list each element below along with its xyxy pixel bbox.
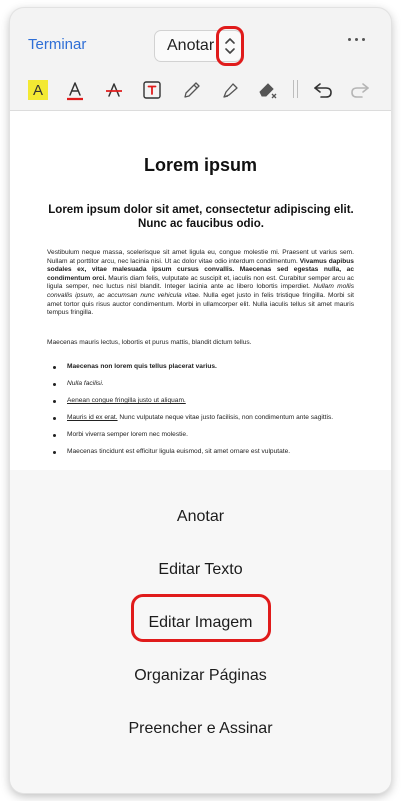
eraser-icon — [257, 79, 279, 101]
undo-button[interactable] — [311, 77, 335, 103]
annotation-toolbar — [10, 72, 391, 110]
redo-button[interactable] — [348, 77, 372, 103]
menu-item-organize-pages[interactable]: Organizar Páginas — [134, 667, 267, 684]
menu-item-annotate[interactable]: Anotar — [176, 508, 225, 525]
toolbar-divider — [293, 80, 294, 98]
highlight-tool[interactable] — [26, 77, 50, 103]
menu-item-edit-image[interactable]: Editar Imagem — [148, 614, 253, 631]
list-item: Morbi viverra semper lorem nec molestie. — [48, 431, 354, 440]
more-options-button[interactable] — [348, 38, 365, 41]
pencil-icon — [181, 79, 203, 101]
list-item: Nulla facilisi. — [48, 380, 354, 389]
app-window — [10, 8, 391, 793]
document-page[interactable] — [10, 110, 391, 470]
text-box-tool[interactable] — [140, 77, 164, 103]
mode-selector-label: Anotar — [167, 37, 215, 54]
list-item: Mauris id ex erat. Nunc vulputate neque vitae justo facilisis, non condimentum ante sagittis. — [48, 414, 354, 423]
top-bar — [10, 8, 391, 72]
document-title: Lorem ipsum — [143, 155, 258, 175]
more-dot-icon — [348, 38, 351, 41]
eraser-tool[interactable] — [256, 77, 280, 103]
list-item: Maecenas non lorem quis tellus placerat varius. — [48, 363, 354, 372]
marker-icon — [219, 79, 241, 101]
text-color-tool[interactable] — [63, 77, 87, 103]
document-subtitle: Lorem ipsum dolor sit amet, consectetur adipiscing elit. Nunc ac faucibus odio. — [48, 204, 354, 230]
mode-selector-chevrons[interactable] — [216, 26, 244, 66]
list-item: Aenean congue fringilla justo ut aliquam. — [48, 397, 354, 406]
toolbar-divider — [297, 80, 298, 98]
text-box-icon — [141, 79, 163, 101]
undo-icon — [312, 79, 334, 101]
pencil-tool[interactable] — [180, 77, 204, 103]
strikethrough-icon — [103, 79, 125, 101]
document-paragraph: Maecenas mauris lectus, lobortis et purus mattis, blandit dictum tellus. — [47, 339, 252, 346]
chevron-up-down-icon — [224, 36, 236, 56]
mode-menu — [10, 470, 391, 793]
edit-image-highlight — [131, 594, 271, 642]
document-paragraph: Vestibulum neque massa, scelerisque sit amet ligula eu, congue molestie mi. Praesent ut varius sem. Nullam at porttitor arcu, nec lacinia nisi. Ut ac dolor vitae odio interdum condimentum. Vivamus dapibus sodales ex, vitae malesuada ipsum cursus convallis. Maecenas sed egestas nulla, ac condimentum orci. Mauris diam felis, vulputate ac suscipit et, iaculis non est. Curabitur semper arcu ac ligula semper, nec luctus nisl blandit. Integer lacinia ante ac libero lobortis imperdiet. Nullam mollis convallis ipsum, ac accumsan nunc vehicula vitae. Nulla eget justo in felis tristique fringilla. Morbi sit amet tortor quis risus auctor condimentum. Morbi in ullamcorper elit. Nulla iaculis tellus sit amet mauris tempus fringilla. — [47, 249, 354, 317]
text-color-icon — [64, 79, 86, 101]
menu-item-edit-text[interactable]: Editar Texto — [158, 561, 243, 578]
more-dot-icon — [355, 38, 358, 41]
document-list — [48, 363, 354, 465]
done-button[interactable]: Terminar — [28, 36, 87, 53]
list-item: Maecenas tincidunt est efficitur ligula euismod, sit amet ornare est vulputate. — [48, 448, 354, 457]
menu-item-fill-sign[interactable]: Preencher e Assinar — [128, 720, 273, 737]
redo-icon — [349, 79, 371, 101]
highlight-icon: A — [28, 80, 48, 100]
strikethrough-tool[interactable] — [102, 77, 126, 103]
more-dot-icon — [362, 38, 365, 41]
marker-tool[interactable] — [218, 77, 242, 103]
